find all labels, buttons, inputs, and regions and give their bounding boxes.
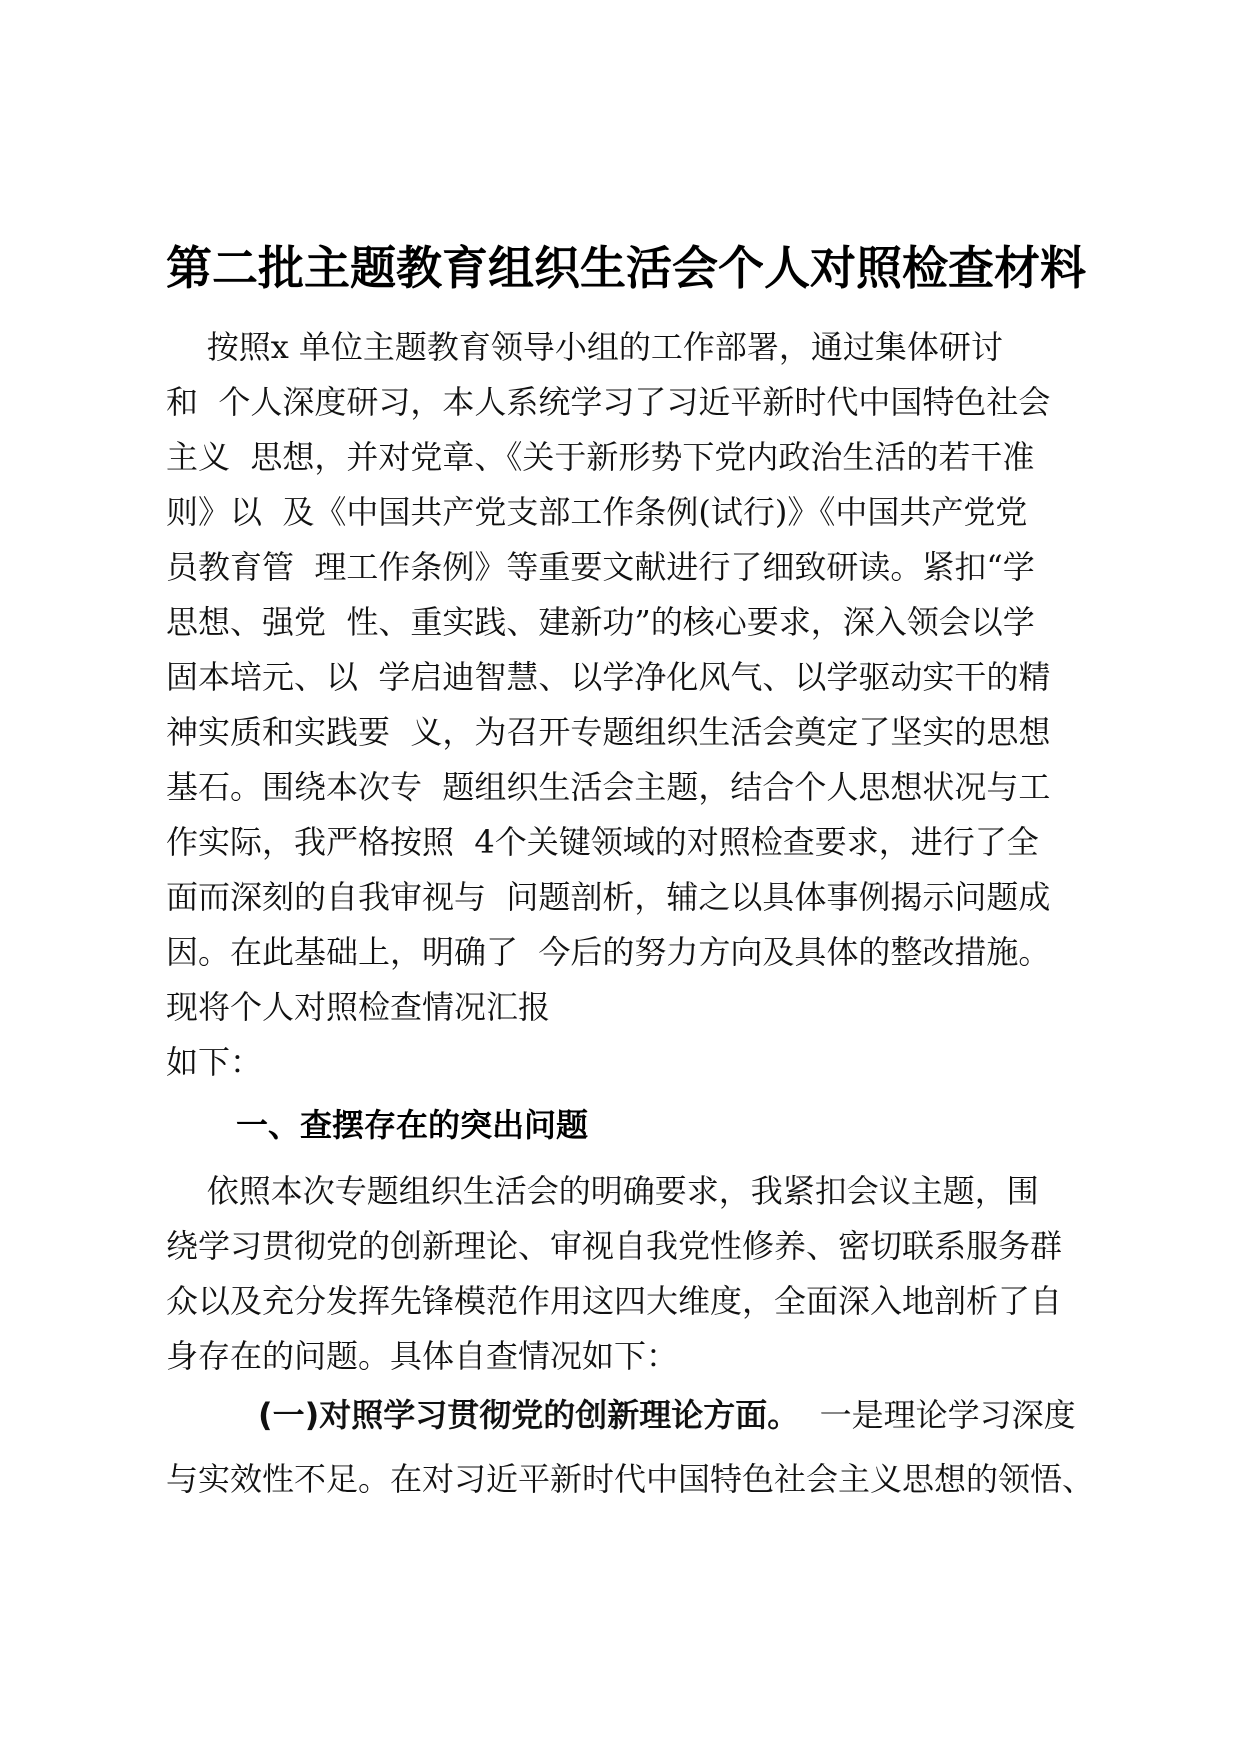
subsection-text: 一是理论学习深度 [799,1396,1076,1434]
subsection-heading: (一)对照学习贯彻党的创新理论方面。 [258,1396,800,1434]
intro-line: 基石。围绕本次专 题组织生活会主题，结合个人思想状况与工 [166,768,1051,806]
intro-line: 员教育管 理工作条例》等重要文献进行了细致研读。紧扣“学 [166,548,1035,586]
intro-line: 主义 思想，并对党章、《关于新形势下党内政治生活的若干准 [166,438,1035,476]
document-title: 第二批主题教育组织生活会个人对照检查材料 [166,241,1086,295]
intro-line: 面而深刻的自我审视与 问题剖析，辅之以具体事例揭示问题成 [166,878,1051,916]
subsection-line [258,1394,1076,1436]
section-line: 依照本次专题组织生活会的明确要求，我紧扣会议主题，围 [166,1172,1039,1210]
intro-line: 思想、强党 性、重实践、建新功”的核心要求，深入领会以学 [166,603,1035,641]
section-line: 身存在的问题。具体自查情况如下： [166,1337,679,1375]
intro-line: 如下： [166,1043,263,1081]
section-heading: 一、查摆存在的突出问题 [236,1106,589,1144]
intro-line: 作实际，我严格按照 4个关键领域的对照检查要求，进行了全 [166,823,1039,861]
subsection-line: 与实效性不足。在对习近平新时代中国特色社会主义思想的领悟、 [166,1460,1095,1498]
intro-line: 因。在此基础上，明确了 今后的努力方向及具体的整改措施。 [166,933,1051,971]
section-line: 绕学习贯彻党的创新理论、审视自我党性修养、密切联系服务群 [166,1227,1063,1265]
intro-line: 固本培元、以 学启迪智慧、以学净化风气、以学驱动实干的精 [166,658,1051,696]
intro-line: 现将个人对照检查情况汇报 [166,988,551,1026]
intro-line: 神实质和实践要 义，为召开专题组织生活会奠定了坚实的思想 [166,713,1051,751]
section-line: 众以及充分发挥先锋模范作用这四大维度，全面深入地剖析了自 [166,1282,1063,1320]
intro-line: 按照x 单位主题教育领导小组的工作部署，通过集体研讨 [166,328,1003,366]
intro-line: 和 个人深度研习，本人系统学习了习近平新时代中国特色社会 [166,383,1051,421]
intro-line: 则》以 及《中国共产党支部工作条例(试行)》《中国共产党党 [166,493,1028,531]
